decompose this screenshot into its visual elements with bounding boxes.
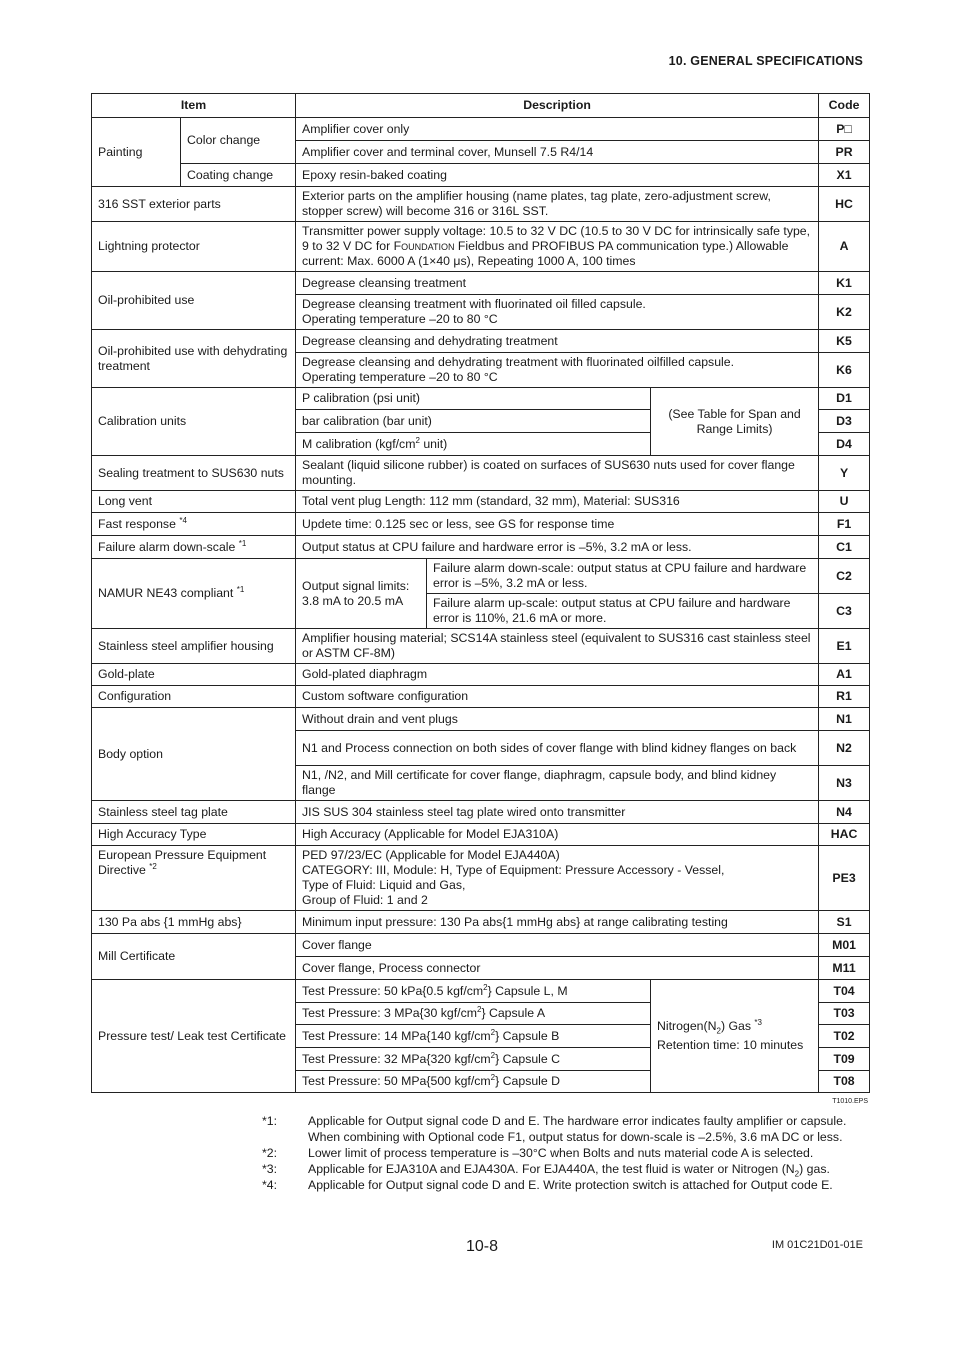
document-id: IM 01C21D01-01E	[771, 1239, 863, 1251]
item-cell: Oil-prohibited use with dehydrating treatment	[92, 330, 296, 388]
desc-line: Group of Fluid: 1 and 2	[302, 893, 428, 907]
description-cell: P calibration (psi unit)	[296, 388, 651, 410]
desc-text: Test Pressure: 3 MPa{30 kgf/cm	[302, 1006, 477, 1020]
superscript: 2	[490, 1072, 496, 1082]
code-cell: N1	[819, 708, 870, 731]
description-cell: Custom software configuration	[296, 686, 819, 708]
description-cell: Updete time: 0.125 sec or less, see GS for response time	[296, 513, 819, 536]
footnote-text: Applicable for Output signal code D and E. The hardware error indicates faulty amplifier or capsule. When combining with Optional code F1, output status for down-scale is –2.5%, 3.6 mA DC or less.	[308, 1114, 847, 1144]
footnote	[262, 1113, 862, 1145]
superscript: 2	[490, 1050, 496, 1060]
item-cell: Lightning protector	[92, 222, 296, 272]
desc-text: Test Pressure: 32 MPa{320 kgf/cm	[302, 1051, 491, 1066]
table-row	[92, 388, 870, 410]
footnote-text-part: Applicable for EJA310A and EJA430A. For EJA440A, the test fluid is water or Nitrogen (N	[308, 1162, 795, 1176]
description-cell: High Accuracy (Applicable for Model EJA310A)	[296, 824, 819, 846]
description-cell: Degrease cleansing and dehydrating treatment	[296, 330, 819, 353]
code-cell: A1	[819, 664, 870, 686]
desc-text: } Capsule D	[495, 1074, 561, 1088]
subitem-cell: Color change	[181, 118, 296, 164]
desc-text: unit)	[419, 436, 448, 451]
code-cell: R1	[819, 686, 870, 708]
description-cell: N1 and Process connection on both sides of cover flange with blind kidney flanges on back	[296, 731, 819, 766]
description-cell: Failure alarm up-scale: output status at CPU failure and hardware error is 110%, 21.6 mA or more.	[427, 594, 819, 629]
table-row	[92, 330, 870, 353]
footnote-ref: *4	[179, 515, 187, 525]
superscript: 2	[415, 435, 420, 445]
description-cell: Cover flange, Process connector	[296, 957, 819, 980]
superscript: 2	[490, 1027, 496, 1037]
code-cell: K6	[819, 353, 870, 388]
table-row	[92, 491, 870, 513]
code-cell: HAC	[819, 824, 870, 846]
footnote-ref: *3	[754, 1017, 762, 1027]
description-cell	[296, 433, 651, 456]
code-cell: N2	[819, 731, 870, 766]
desc-text: Fieldbus and PROFIBUS PA communication type.) Allowable current: Max. 6000 A (1×40 μs), Repeating 1000 A, 100 times	[302, 239, 789, 268]
desc-line: Type of Fluid: Liquid and Gas,	[302, 878, 466, 892]
item-cell: Stainless steel amplifier housing	[92, 629, 296, 664]
desc-line: Degrease cleansing treatment with fluorinated oil filled capsule.	[302, 297, 646, 311]
description-cell: N1, /N2, and Mill certificate for cover flange, diaphragm, capsule body, and blind kidney flange	[296, 766, 819, 801]
description-cell: JIS SUS 304 stainless steel tag plate wired onto transmitter	[296, 801, 819, 824]
description-cell: Gold-plated diaphragm	[296, 664, 819, 686]
code-cell: C2	[819, 559, 870, 594]
table-row	[92, 118, 870, 141]
code-cell: K1	[819, 272, 870, 295]
code-cell: N4	[819, 801, 870, 824]
item-text: Failure alarm down-scale	[98, 539, 239, 554]
table-row	[92, 456, 870, 491]
item-text: Fast response	[98, 516, 180, 531]
footnote-text: Applicable for Output signal code D and E. Write protection switch is attached for Output code E.	[308, 1178, 833, 1192]
description-cell: Amplifier cover only	[296, 118, 819, 141]
item-cell: Configuration	[92, 686, 296, 708]
desc-line: CATEGORY: III, Module: H, Type of Equipment: Pressure Accessory - Vessel,	[302, 863, 725, 877]
item-cell: Gold-plate	[92, 664, 296, 686]
description-cell: Cover flange	[296, 934, 819, 957]
code-cell: K5	[819, 330, 870, 353]
footnote-ref: *2	[149, 861, 157, 871]
table-row	[92, 824, 870, 846]
description-cell: Epoxy resin-baked coating	[296, 164, 819, 187]
desc-text: Test Pressure: 50 kPa{0.5 kgf/cm	[302, 983, 484, 998]
desc-line: PED 97/23/EC (Applicable for Model EJA440A)	[302, 848, 560, 862]
table-row	[92, 911, 870, 934]
description-cell	[296, 846, 819, 911]
subscript: 2	[794, 1169, 800, 1179]
item-cell: High Accuracy Type	[92, 824, 296, 846]
footnote-text	[308, 1161, 862, 1177]
description-cell: Amplifier housing material; SCS14A stainless steel (equivalent to SUS316 cast stainless steel or ASTM CF-8M)	[296, 629, 819, 664]
desc-text: M calibration (kgf/cm	[302, 436, 416, 451]
description-cell	[296, 1003, 651, 1025]
desc-line: Degrease cleansing and dehydrating treatment with fluorinated oilfilled capsule.	[302, 355, 735, 369]
subitem-cell: Coating change	[181, 164, 296, 187]
desc-text: Foundation	[393, 239, 455, 253]
desc-text: Test Pressure: 50 MPa{500 kgf/cm	[302, 1074, 491, 1088]
page-number: 10-8	[466, 1238, 499, 1255]
desc-text: } Capsule L, M	[487, 983, 568, 998]
item-text: NAMUR NE43 compliant	[98, 586, 237, 600]
footnotes	[262, 1113, 862, 1193]
code-cell: U	[819, 491, 870, 513]
code-cell: PR	[819, 141, 870, 164]
desc-text: Transmitter power supply voltage: 10.5 to 32 V DC (10.5 to 30 V DC for intrinsically safe type, 9 to 32 V DC for	[302, 224, 811, 253]
footnote	[262, 1145, 862, 1161]
superscript: 2	[476, 1004, 482, 1014]
table-row	[92, 222, 870, 272]
description-cell: bar calibration (bar unit)	[296, 410, 651, 433]
item-cell	[92, 846, 296, 911]
column-header-code: Code	[819, 94, 870, 118]
code-cell: T02	[819, 1025, 870, 1048]
item-cell: Mill Certificate	[92, 934, 296, 980]
note-cell: (See Table for Span and Range Limits)	[651, 388, 819, 456]
item-cell: Pressure test/ Leak test Certificate	[92, 980, 296, 1093]
description-cell	[296, 980, 651, 1003]
code-cell: X1	[819, 164, 870, 187]
footnote	[262, 1161, 862, 1177]
table-row	[92, 846, 870, 911]
footnote-text: Lower limit of process temperature is –30°C when Bolts and nuts material code A is selected.	[308, 1146, 814, 1160]
table-row	[92, 980, 870, 1003]
code-cell: M01	[819, 934, 870, 957]
item-cell: Sealing treatment to SUS630 nuts	[92, 456, 296, 491]
description-cell: Minimum input pressure: 130 Pa abs{1 mmHg abs} at range calibrating testing	[296, 911, 819, 934]
specification-table	[91, 93, 870, 1093]
table-row	[92, 708, 870, 731]
code-cell: T04	[819, 980, 870, 1003]
code-cell: D4	[819, 433, 870, 456]
table-row	[92, 164, 870, 187]
footnote-text-part: ) gas.	[799, 1162, 830, 1176]
code-cell: D3	[819, 410, 870, 433]
footnote-mark: *2:	[262, 1146, 278, 1160]
desc-line: Operating temperature –20 to 80 °C	[302, 370, 498, 384]
column-header-description: Description	[296, 94, 819, 118]
footnote-mark: *1:	[262, 1114, 278, 1128]
description-cell	[296, 1071, 651, 1093]
code-cell: K2	[819, 295, 870, 330]
desc-text: } Capsule A	[481, 1006, 546, 1020]
description-cell	[296, 295, 819, 330]
nitrogen-line	[657, 1019, 812, 1034]
item-cell: Body option	[92, 708, 296, 801]
description-cell	[296, 353, 819, 388]
table-row	[92, 559, 870, 594]
table-row	[92, 187, 870, 222]
code-cell: C3	[819, 594, 870, 629]
code-cell: T09	[819, 1048, 870, 1071]
footnote-ref: *1	[238, 538, 247, 548]
item-cell: Painting	[92, 118, 181, 187]
description-cell: Failure alarm down-scale: output status at CPU failure and hardware error is –5%, 3.2 mA or less.	[427, 559, 819, 594]
section-header: 10. GENERAL SPECIFICATIONS	[668, 54, 863, 68]
description-cell	[296, 1048, 651, 1071]
description-cell: Degrease cleansing treatment	[296, 272, 819, 295]
code-cell: HC	[819, 187, 870, 222]
footnote-mark: *4:	[262, 1178, 278, 1192]
table-row	[92, 801, 870, 824]
item-cell: Long vent	[92, 491, 296, 513]
table-reference: T1010.EPS	[832, 1098, 868, 1105]
desc-text: Test Pressure: 14 MPa{140 kgf/cm	[302, 1028, 491, 1043]
superscript: 2	[483, 982, 488, 992]
code-cell: S1	[819, 911, 870, 934]
desc-line: Operating temperature –20 to 80 °C	[302, 312, 498, 326]
subscript: 2	[716, 1026, 721, 1036]
code-cell: M11	[819, 957, 870, 980]
code-cell: N3	[819, 766, 870, 801]
footnote	[262, 1177, 862, 1193]
table-row	[92, 513, 870, 536]
item-cell: Calibration units	[92, 388, 296, 456]
footnote-mark: *3:	[262, 1162, 278, 1176]
description-cell: Output signal limits: 3.8 mA to 20.5 mA	[296, 559, 427, 629]
description-cell: Sealant (liquid silicone rubber) is coated on surfaces of SUS630 nuts used for cover flange mounting.	[296, 456, 819, 491]
item-text: European Pressure Equipment Directive	[98, 848, 267, 877]
code-cell: T03	[819, 1003, 870, 1025]
table-row	[92, 934, 870, 957]
description-cell	[296, 222, 819, 272]
description-cell	[296, 1025, 651, 1048]
description-cell: Without drain and vent plugs	[296, 708, 819, 731]
desc-text: ) Gas	[720, 1019, 755, 1033]
table-row	[92, 629, 870, 664]
table-row	[92, 686, 870, 708]
table-row	[92, 536, 870, 559]
item-cell: Oil-prohibited use	[92, 272, 296, 330]
table-row	[92, 272, 870, 295]
description-cell: Total vent plug Length: 112 mm (standard, 32 mm), Material: SUS316	[296, 491, 819, 513]
table-row	[92, 664, 870, 686]
code-cell: T08	[819, 1071, 870, 1093]
item-cell: 316 SST exterior parts	[92, 187, 296, 222]
code-cell: F1	[819, 513, 870, 536]
description-cell: Amplifier cover and terminal cover, Munsell 7.5 R4/14	[296, 141, 819, 164]
code-cell: D1	[819, 388, 870, 410]
description-cell: Output status at CPU failure and hardware error is –5%, 3.2 mA or less.	[296, 536, 819, 559]
item-cell: Stainless steel tag plate	[92, 801, 296, 824]
code-cell: E1	[819, 629, 870, 664]
desc-text: } Capsule B	[495, 1028, 560, 1043]
code-cell: P□	[819, 118, 870, 141]
footnote-ref: *1	[236, 584, 245, 594]
code-cell: PE3	[819, 846, 870, 911]
item-cell: 130 Pa abs {1 mmHg abs}	[92, 911, 296, 934]
item-cell	[92, 559, 296, 629]
note-cell	[651, 980, 819, 1093]
column-header-item: Item	[92, 94, 296, 118]
item-cell	[92, 536, 296, 559]
table-header-row	[92, 94, 870, 118]
item-cell	[92, 513, 296, 536]
description-cell: Exterior parts on the amplifier housing (name plates, tag plate, zero-adjustment screw, stopper screw) will become 316 or 316L SST.	[296, 187, 819, 222]
code-cell: C1	[819, 536, 870, 559]
code-cell: A	[819, 222, 870, 272]
code-cell: Y	[819, 456, 870, 491]
desc-text: Nitrogen(N	[657, 1019, 717, 1033]
desc-text: } Capsule C	[495, 1051, 561, 1066]
retention-line: Retention time: 10 minutes	[657, 1038, 804, 1052]
